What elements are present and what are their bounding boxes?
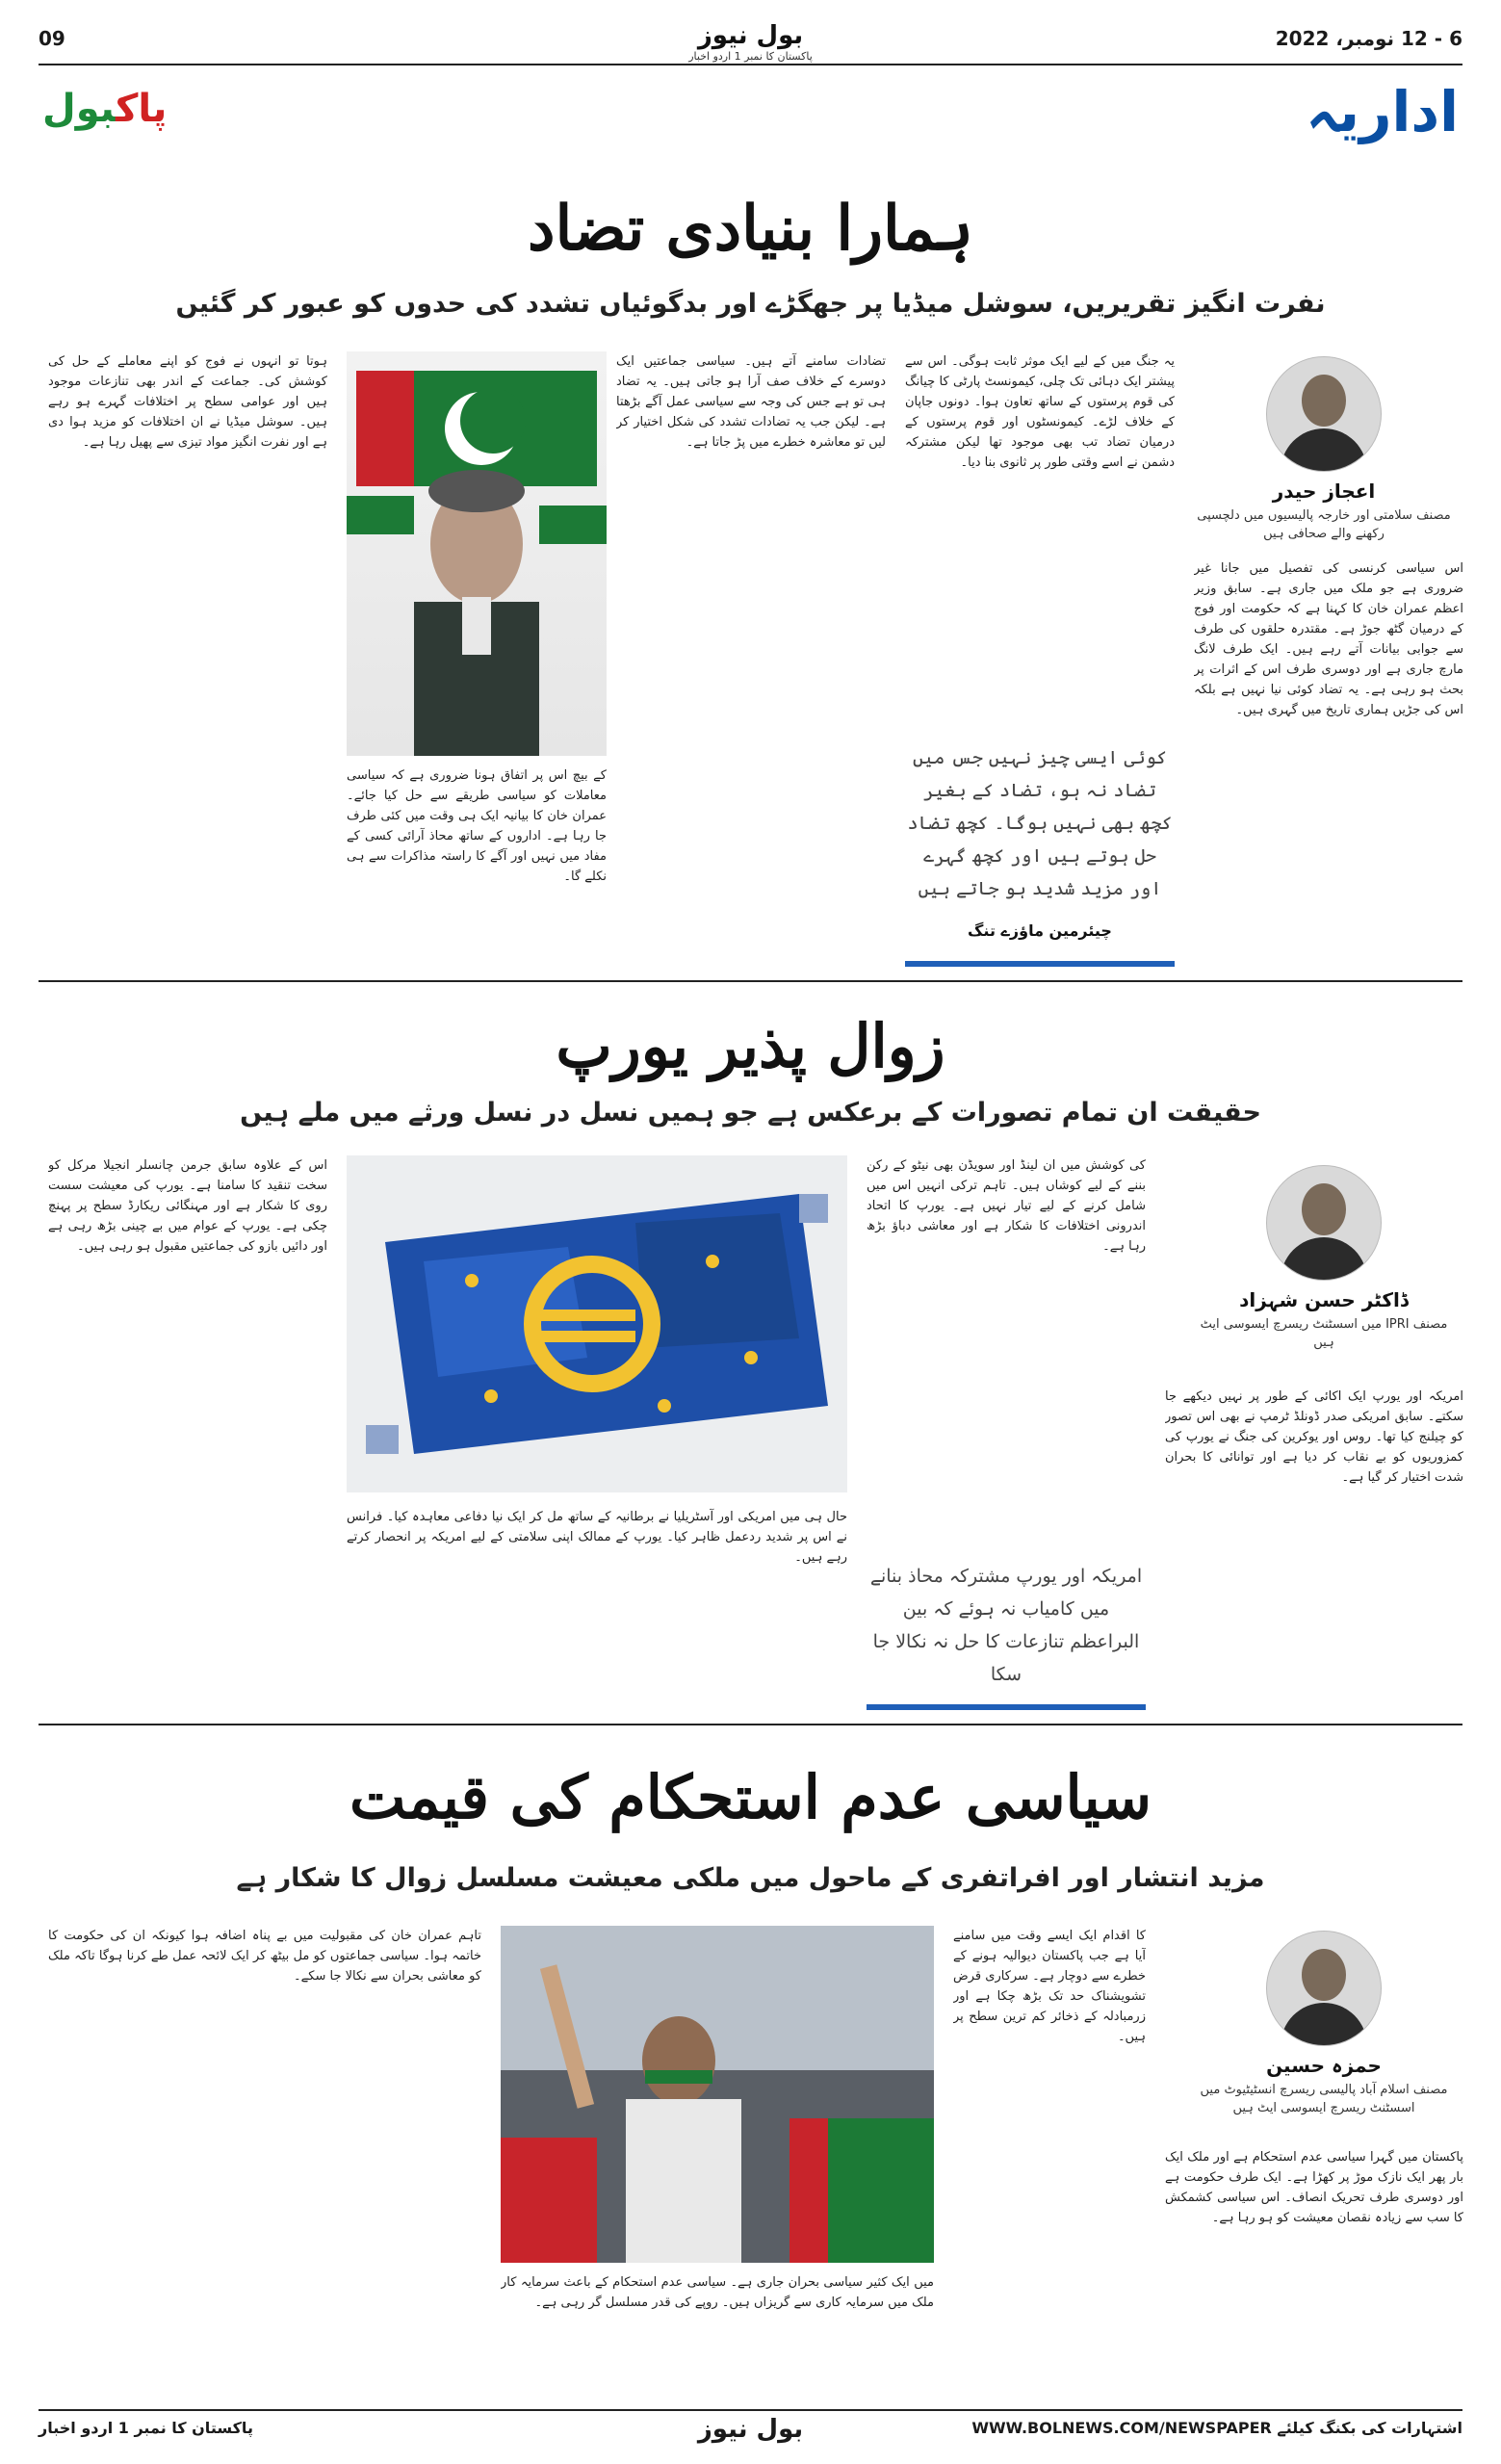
masthead-tagline: پاکستان کا نمبر 1 اردو اخبار bbox=[688, 50, 813, 63]
article2-col2-text: کی کوشش میں ان لینڈ اور سویڈن بھی نیٹو کے رکن بننے کے لیے کوشاں ہیں۔ تاہم ترکی انہیں اس میں شامل کرنے کے لیے تیار نہیں ہے۔ یورپ کا اتحاد اندرونی اختلافات کا شکار ہے اور معاشی دباؤ بڑھ رہا ہے۔ bbox=[867, 1158, 1146, 1254]
author-name: اعجاز حیدر bbox=[1272, 480, 1376, 503]
author-name: ڈاکٹر حسن شہزاد bbox=[1239, 1288, 1409, 1311]
section-title: اداریہ bbox=[1306, 79, 1459, 144]
footer-advert-link[interactable]: اشتہارات کی بکنگ کیلئے WWW.BOLNEWS.COM/NEWSPAPER bbox=[971, 2419, 1462, 2437]
article1-headline: ہمارا بنیادی تضاد bbox=[527, 193, 974, 265]
footer-tagline: پاکستان کا نمبر 1 اردو اخبار bbox=[39, 2419, 253, 2437]
article3-column-1 bbox=[1165, 2147, 1463, 2398]
article1-column-1 bbox=[1194, 558, 1463, 1001]
author-bio: مصنف اسلام آباد پالیسی ریسرچ انسٹیٹیوٹ میں اسسٹنٹ ریسرچ ایسوسی ایٹ ہیں bbox=[1200, 2083, 1448, 2115]
author-name: حمزہ حسین bbox=[1266, 2054, 1382, 2077]
brand-left-a: پاک bbox=[116, 87, 168, 131]
issue-date: 6 - 12 نومبر، 2022 bbox=[1275, 27, 1462, 50]
article1-column-5 bbox=[347, 765, 607, 968]
avatar bbox=[1266, 1165, 1382, 1281]
article3-subhead: مزید انتشار اور افراتفری کے ماحول میں ملکی معیشت مسلسل زوال کا شکار ہے bbox=[236, 1863, 1265, 1893]
author-bio: مصنف IPRI میں اسسٹنٹ ریسرچ ایسوسی ایٹ ہیں bbox=[1200, 1317, 1448, 1350]
page-header bbox=[39, 21, 1462, 65]
article2-col1-text: امریکہ اور یورپ ایک اکائی کے طور پر نہیں دیکھے جا سکتے۔ سابق امریکی صدر ڈونلڈ ٹرمپ نے بھی اس تصور کو چیلنج کیا تھا۔ روس اور یوکرین کی جنگ نے یورپ کی کمزوریوں کو بے نقاب کر دیا ہے اور توانائی کا بحران شدت اختیار کر گیا ہے۔ bbox=[1165, 1389, 1463, 1485]
article2-column-4 bbox=[48, 1155, 327, 1709]
article3-author bbox=[1194, 1931, 1454, 2117]
section-divider bbox=[39, 980, 1462, 982]
article3-col1-text: پاکستان میں گہرا سیاسی عدم استحکام ہے اور ملک ایک بار پھر ایک نازک موڑ پر کھڑا ہے۔ ایک طرف حکومت ہے اور دوسری طرف تحریک انصاف۔ اس سیاسی کشمکش کا سب سے زیادہ نقصان معیشت کو ہو رہا ہے۔ bbox=[1165, 2150, 1463, 2225]
article3-column-4 bbox=[48, 1926, 481, 2398]
pull-quote-bar bbox=[905, 961, 1175, 967]
article3-col2-text: کا اقدام ایک ایسے وقت میں سامنے آیا ہے جب پاکستان دیوالیہ ہونے کے خطرے سے دوچار ہے۔ سرکاری قرض تشویشناک حد تک بڑھ چکا ہے اور زرمبادلہ کے ذخائر کم ترین سطح پر ہیں۔ bbox=[953, 1929, 1146, 2044]
article3-headline: سیاسی عدم استحکام کی قیمت bbox=[349, 1762, 1152, 1832]
article1-column-3 bbox=[616, 351, 886, 968]
pull-quote-text: کوئی ایسی چیز نہیں جس میں تضاد نہ ہو، تضاد کے بغیر کچھ بھی نہیں ہوگا۔ کچھ تضاد حل ہوتے ہیں اور کچھ گہرے اور مزید شدید ہو جاتے ہیں bbox=[907, 747, 1173, 899]
pull-quote-bar bbox=[867, 1704, 1146, 1710]
article3-column-3 bbox=[501, 2272, 934, 2398]
avatar bbox=[1266, 1931, 1382, 2046]
footer-logo: بول نیوز bbox=[697, 2415, 804, 2444]
pull-quote-source: چیئرمین ماؤزے تنگ bbox=[968, 921, 1112, 940]
article1-author bbox=[1194, 356, 1454, 543]
article1-col4-text: ہوتا تو انہوں نے فوج کو اپنے معاملے کے حل کی کوشش کی۔ جماعت کے اندر بھی تنازعات موجود ہیں اور عوامی سطح پر اختلافات گہرے ہو رہے ہیں۔ سوشل میڈیا نے ان اختلافات کو مزید ہوا دی ہے اور نفرت انگیز مواد تیزی سے پھیل رہا ہے۔ bbox=[48, 354, 327, 450]
article1-col5-text: کے بیچ اس پر اتفاق ہونا ضروری ہے کہ سیاسی معاملات کو سیاسی طریقے سے حل کیا جائے۔ عمران خان کا بیانیہ ایک ہی وقت میں کئی طرف جا رہا ہے۔ اداروں کے ساتھ محاذ آرائی کسی کے مفاد میں نہیں اور آگے کا راستہ مذاکرات سے ہی نکلے گا۔ bbox=[347, 768, 607, 884]
section-divider bbox=[39, 1724, 1462, 1725]
article1-col3-text: تضادات سامنے آتے ہیں۔ سیاسی جماعتیں ایک دوسرے کے خلاف صف آرا ہو جاتی ہیں۔ یہ تضاد ہی تو ہے جس کی وجہ سے سیاسی عمل آگے بڑھتا ہے۔ لیکن جب یہ تضادات تشدد کی شکل اختیار کر لیں تو معاشرہ خطرے میں پڑ جاتا ہے۔ bbox=[616, 354, 886, 450]
article1-column-2 bbox=[905, 351, 1175, 727]
article2-headline: زوال پذیر یورپ bbox=[556, 1011, 945, 1081]
article3-col3-text: میں ایک کثیر سیاسی بحران جاری ہے۔ سیاسی عدم استحکام کے باعث سرمایہ کار ملک میں سرمایہ کاری سے گریزاں ہیں۔ روپے کی قدر مسلسل گر رہی ہے۔ bbox=[501, 2275, 934, 2310]
page-number: 09 bbox=[39, 27, 65, 50]
protest-rally-photo bbox=[501, 1926, 934, 2263]
article2-column-1 bbox=[1165, 1387, 1463, 1704]
imran-khan-illustration bbox=[347, 351, 607, 756]
masthead-logo: بول نیوز bbox=[697, 21, 804, 50]
avatar bbox=[1266, 356, 1382, 472]
author-bio: مصنف سلامتی اور خارجہ پالیسیوں میں دلچسپی رکھنے والے صحافی ہیں bbox=[1197, 508, 1451, 541]
article2-author bbox=[1194, 1165, 1454, 1352]
pull-quote-text: امریکہ اور یورپ مشترکہ محاذ بنانے میں کامیاب نہ ہوئے کہ بین البراعظم تنازعات کا حل نہ نکالا جا سکا bbox=[869, 1566, 1143, 1685]
article1-column-4 bbox=[48, 351, 327, 968]
article1-col2-text: یہ جنگ میں کے لیے ایک موثر ثابت ہوگی۔ اس سے پیشتر ایک دہائی تک چلی، کیمونسٹ پارٹی کا چیانگ کی قوم پرستوں کے ساتھ تعاون ہوا۔ دونوں جاپان کے خلاف لڑے۔ کیمونسٹوں اور قوم پرستوں کے درمیان تضاد تب بھی موجود تھا لیکن مشترکہ دشمن نے اسے وقتی طور پر ثانوی بنا دیا۔ bbox=[905, 354, 1175, 470]
article1-pull-quote bbox=[905, 741, 1175, 967]
article2-col4-text: اس کے علاوہ سابق جرمن چانسلر انجیلا مرکل کو سخت تنقید کا سامنا ہے۔ یورپ کی معیشت سست روی کا شکار ہے اور مہنگائی ریکارڈ سطح پر پہنچ چکی ہے۔ یورپ کے عوام میں بے چینی بڑھ رہی ہے اور دائیں بازو کی جماعتیں مقبول ہو رہی ہیں۔ bbox=[48, 1158, 327, 1254]
article3-col4-text: تاہم عمران خان کی مقبولیت میں بے پناہ اضافہ ہوا کیونکہ ان کی حکومت کا خاتمہ ہوا۔ سیاسی جماعتوں کو مل بیٹھ کر ایک لائحہ عمل طے کرنا ہوگا تاکہ ملک کو معاشی بحران سے نکالا جا سکے۔ bbox=[48, 1929, 481, 1984]
article2-col3-text: حال ہی میں امریکی اور آسٹریلیا نے برطانیہ کے ساتھ مل کر ایک نیا دفاعی معاہدہ کیا۔ فرانس نے اس پر شدید ردعمل ظاہر کیا۔ یورپ کے ممالک اپنی سلامتی کے لیے امریکہ پر انحصار کرتے رہے ہیں۔ bbox=[347, 1510, 847, 1565]
article3-column-2 bbox=[953, 1926, 1146, 2398]
article1-col1-text: اس سیاسی کرنسی کی تفصیل میں جانا غیر ضروری ہے جو ملک میں جاری ہے۔ سابق وزیر اعظم عمران خان کا کہنا ہے کہ حکومت اور فوج کے درمیان گٹھ جوڑ ہے۔ مقتدرہ حلقوں کی طرف سے جوابی بیانات آتے رہے ہیں۔ ایک طرف لانگ مارچ جاری ہے اور دوسری طرف اس کے اثرات پر بحث ہو رہی ہے۔ یہ تضاد کوئی نیا نہیں ہے بلکہ اس کی جڑیں ہماری تاریخ میں گہری ہیں۔ bbox=[1194, 561, 1463, 717]
article2-column-2 bbox=[867, 1155, 1146, 1531]
article1-subhead: نفرت انگیز تقریریں، سوشل میڈیا پر جھگڑے اور بدگوئیاں تشدد کی حدوں کو عبور کر گئیں bbox=[175, 289, 1326, 319]
masthead bbox=[688, 21, 813, 63]
brand-left-b: بول bbox=[42, 87, 116, 131]
article2-pull-quote bbox=[867, 1560, 1146, 1710]
article2-column-3 bbox=[347, 1507, 847, 1709]
eu-puzzle-illustration bbox=[347, 1155, 847, 1492]
article2-subhead: حقیقت ان تمام تصورات کے برعکس ہے جو ہمیں نسل در نسل ورثے میں ملے ہیں bbox=[240, 1098, 1261, 1128]
pak-bol-brand bbox=[42, 87, 167, 131]
page-footer bbox=[39, 2409, 1462, 2450]
